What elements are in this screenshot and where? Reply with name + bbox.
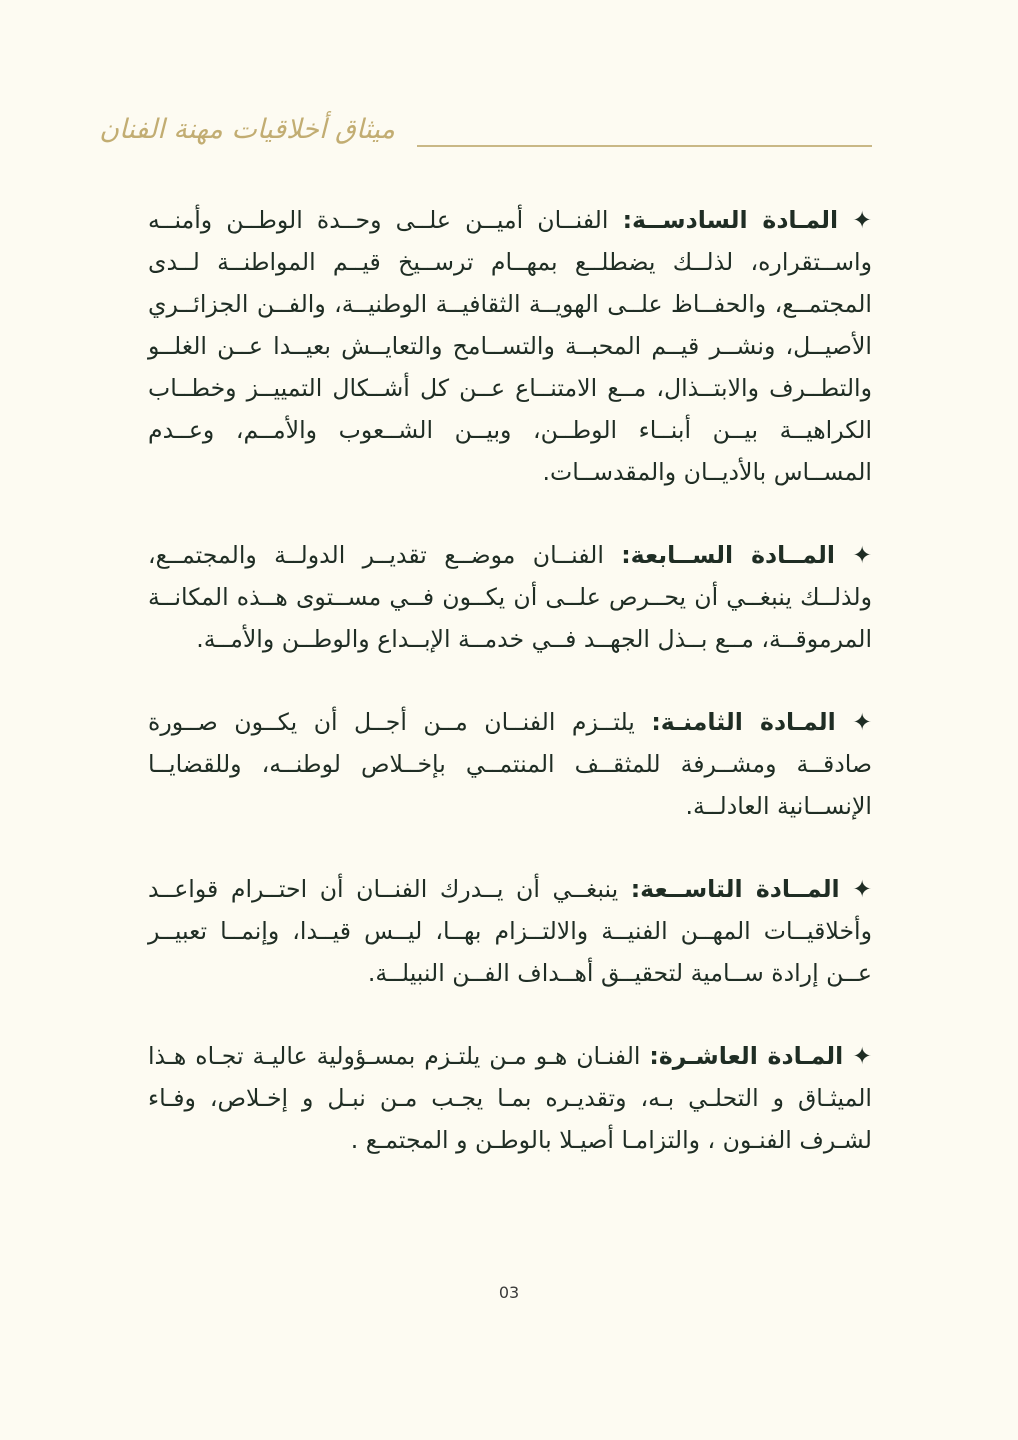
- article-title: المــادة التاســعة:: [630, 875, 840, 903]
- star-bullet-icon: ✦: [852, 1042, 873, 1070]
- article-body: ينبغــي أن يــدرك الفنــان أن احتــرام قواعــد وأخلاقيــات المهــن الفنيــة والالتــزام بهــا، ليــس قيــدا، وإنمــا تعبيــر عــن إرادة ســامية لتحقيــق أهــداف الفــن النبيلــة.: [148, 875, 872, 987]
- charter-articles: [148, 199, 872, 1202]
- article-title: المـادة السادســة:: [622, 206, 839, 234]
- article-9: [148, 868, 872, 994]
- star-bullet-icon: ✦: [852, 708, 873, 736]
- article-title: المــادة الســابعة:: [621, 541, 835, 569]
- article-7: [148, 534, 872, 660]
- star-bullet-icon: ✦: [852, 875, 873, 903]
- article-title: المـادة الثامنـة:: [651, 708, 836, 736]
- article-title: المـادة العاشـرة:: [649, 1042, 844, 1070]
- page-header: [99, 100, 872, 160]
- article-10: [148, 1035, 872, 1161]
- article-body: الفنــان أميــن علــى وحــدة الوطــن وأمنــه واســتقراره، لذلــك يضطلــع بمهــام ترســيخ قيــم المواطنــة لــدى المجتمــع، والحفــاظ علــى الهويــة الثقافيــة الوطنيــة، والفــن الجزائــري الأصيــل، ونشــر قيــم المحبــة والتســامح والتعايــش بعيــدا عــن الغلــو والتطــرف والابتــذال، مــع الامتنــاع عــن كل أشــكال التمييــز وخطــاب الكراهيــة بيــن أبنــاء الوطــن، وبيــن الشــعوب والأمــم، وعــدم المســاس بالأديــان والمقدســات.: [148, 206, 872, 486]
- article-body: الفنـان هـو مـن يلتـزم بمسـؤولية عاليـة تجـاه هـذا الميثـاق و التحلـي بـه، وتقديـره بمـا يجـب مـن نبـل و إخـلاص، وفـاء لشـرف الفنـون ، والتزامـا أصيـلا بالوطـن و المجتمـع .: [148, 1042, 872, 1154]
- star-bullet-icon: ✦: [852, 206, 873, 234]
- article-body: الفنــان موضــع تقديــر الدولــة والمجتمــع، ولذلــك ينبغــي أن يحــرص علــى أن يكــون فــي مســتوى هــذه المكانــة المرموقــة، مــع بــذل الجهــد فــي خدمــة الإبــداع والوطــن والأمــة.: [148, 541, 872, 653]
- article-8: [148, 701, 872, 827]
- article-body: يلتــزم الفنــان مــن أجــل أن يكــون صــورة صادقــة ومشــرفة للمثقــف المنتمــي بإخــلاص لوطنــه، وللقضايــا الإنســانية العادلــة.: [148, 708, 872, 820]
- page-number: 03: [498, 1283, 520, 1302]
- charter-calligraphy-logo: ميثاق أخلاقيات مهنة الفنان: [99, 114, 395, 145]
- star-bullet-icon: ✦: [852, 541, 873, 569]
- header-divider: [417, 145, 872, 147]
- article-6: [148, 199, 872, 493]
